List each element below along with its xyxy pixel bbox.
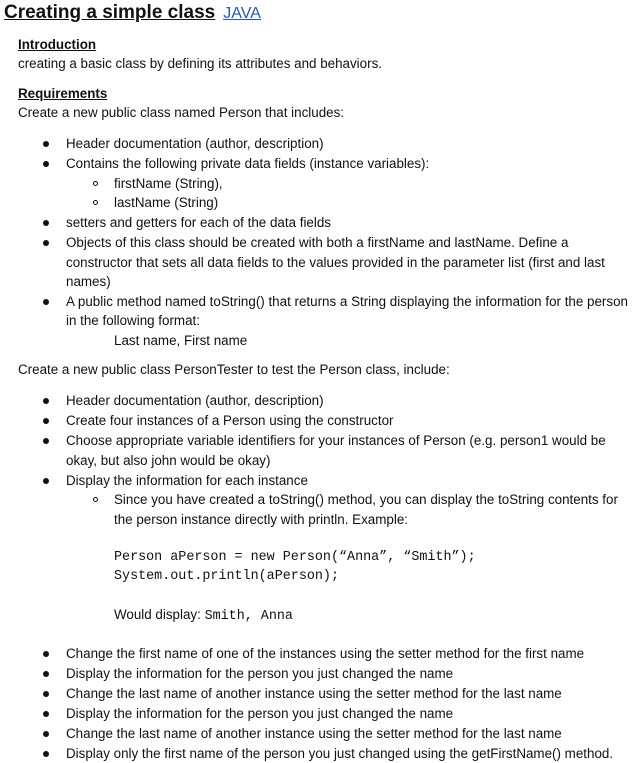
- bullet-icon: [43, 398, 49, 404]
- display-label: Would display:: [114, 607, 205, 622]
- tester-class-intro: Create a new public class PersonTester to test the Person class, include:: [18, 362, 450, 377]
- tester-req-display-firstname: Display only the first name of the person you just changed using the getFirstName() method.: [66, 746, 614, 761]
- tester-req-instances: Create four instances of a Person using the constructor: [66, 413, 394, 428]
- bullet-icon: [43, 220, 49, 226]
- code-line-2: System.out.println(aPerson);: [114, 569, 339, 584]
- bullet-icon: [43, 731, 49, 737]
- field-lastname: lastName (String): [114, 195, 219, 210]
- person-req-tostring-line1: A public method named toString() that returns a String displaying the information for the person: [66, 294, 628, 309]
- tester-req-header: Header documentation (author, description): [66, 393, 324, 408]
- bullet-icon: [43, 418, 49, 424]
- language-tag: JAVA: [223, 5, 261, 22]
- tester-req-identifiers-line1: Choose appropriate variable identifiers for your instances of Person (e.g. person1 would be: [66, 433, 606, 448]
- bullet-icon: [43, 651, 49, 657]
- sub-bullet-icon: [93, 497, 98, 502]
- bullet-icon: [43, 691, 49, 697]
- bullet-icon: [43, 240, 49, 246]
- tester-req-display-changed-1: Display the information for the person you just changed the name: [66, 666, 454, 681]
- bullet-icon: [43, 711, 49, 717]
- person-req-constructor-line1: Objects of this class should be created with both a firstName and lastName. Define a: [66, 235, 569, 250]
- tester-req-change-last-2: Change the last name of another instance using the setter method for the last name: [66, 726, 562, 741]
- person-class-intro: Create a new public class named Person that includes:: [18, 105, 345, 120]
- tester-example-line2: the person instance directly with println. Example:: [114, 512, 408, 527]
- introduction-text: creating a basic class by defining its attributes and behaviors.: [18, 56, 382, 71]
- tester-example-line1: Since you have created a toString() method, you can display the toString contents for: [114, 492, 618, 507]
- page-title: [4, 2, 261, 24]
- bullet-icon: [43, 299, 49, 305]
- field-firstname: firstName (String),: [114, 176, 223, 191]
- person-req-constructor-line3: names): [66, 274, 111, 289]
- person-req-accessors: setters and getters for each of the data fields: [66, 215, 331, 230]
- person-req-fields: Contains the following private data fields (instance variables):: [66, 156, 430, 171]
- bullet-icon: [43, 438, 49, 444]
- tostring-format: Last name, First name: [114, 333, 248, 348]
- tester-req-change-last-1: Change the last name of another instance using the setter method for the last name: [66, 686, 562, 701]
- person-req-tostring-line2: in the following format:: [66, 313, 200, 328]
- bullet-icon: [43, 751, 49, 757]
- code-line-1: Person aPerson = new Person(“Anna”, “Smith”);: [114, 550, 476, 565]
- sub-bullet-icon: [93, 181, 98, 186]
- sub-bullet-icon: [93, 200, 98, 205]
- tester-req-display: Display the information for each instance: [66, 473, 308, 488]
- person-req-constructor-line2: constructor that sets all data fields to the values provided in the parameter list (first and last: [66, 255, 605, 270]
- display-output: [114, 606, 293, 626]
- requirements-heading: Requirements: [18, 86, 108, 101]
- bullet-icon: [43, 161, 49, 167]
- person-req-header: Header documentation (author, description): [66, 136, 324, 151]
- tester-req-identifiers-line2: okay, but also john would be okay): [66, 453, 271, 468]
- display-value: Smith, Anna: [204, 609, 293, 624]
- bullet-icon: [43, 478, 49, 484]
- title-text: Creating a simple class: [4, 2, 216, 23]
- bullet-icon: [43, 141, 49, 147]
- tester-req-change-first: Change the first name of one of the instances using the setter method for the first name: [66, 646, 585, 661]
- introduction-heading: Introduction: [18, 37, 97, 52]
- bullet-icon: [43, 671, 49, 677]
- tester-req-display-changed-2: Display the information for the person you just changed the name: [66, 706, 454, 721]
